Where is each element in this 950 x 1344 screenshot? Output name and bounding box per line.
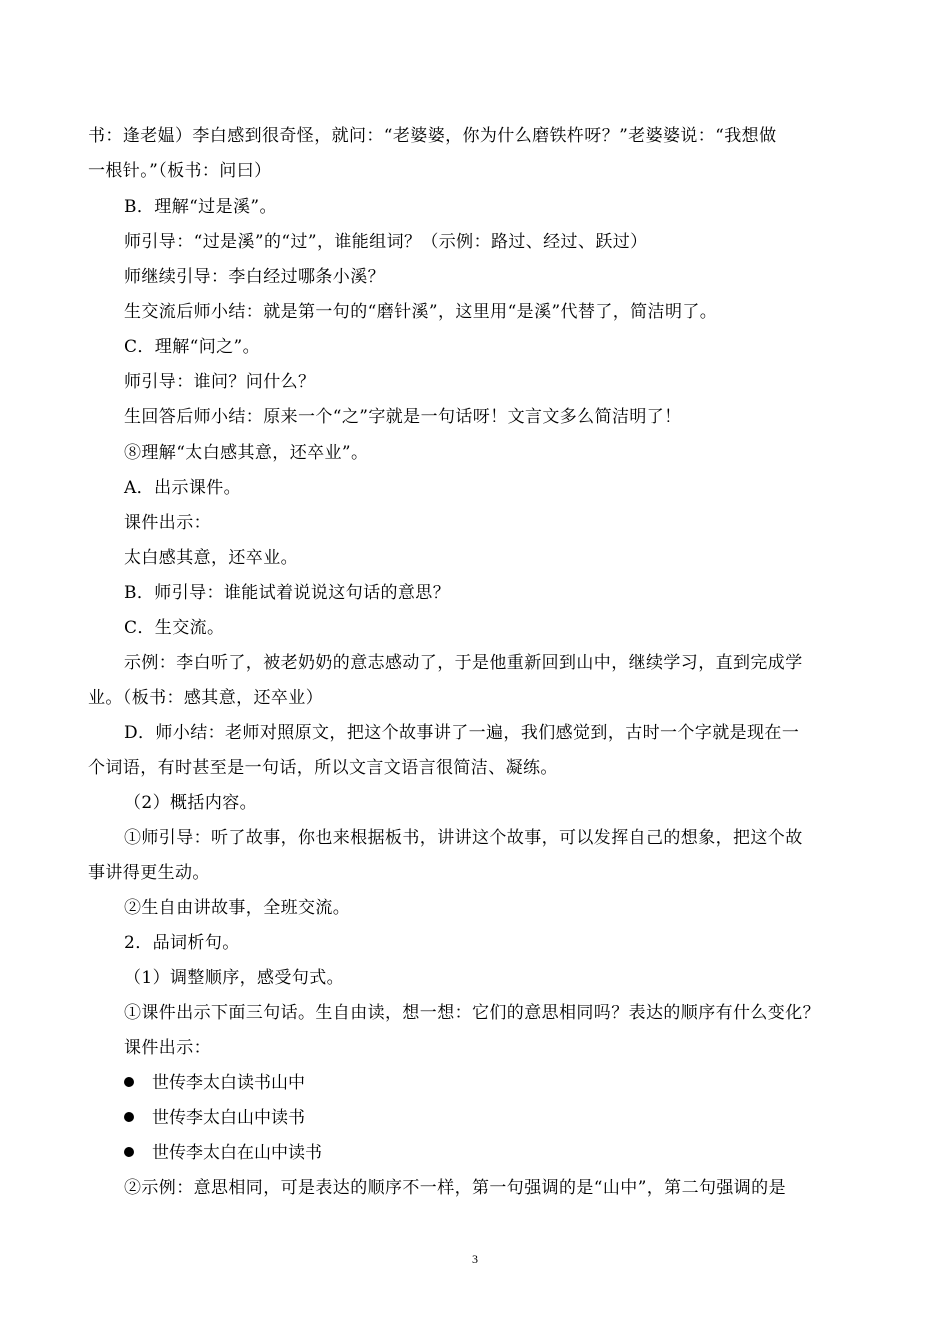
text-line: ①师引导：听了故事，你也来根据板书，讲讲这个故事，可以发挥自己的想象，把这个故	[124, 828, 803, 848]
text-line: 事讲得更生动。	[88, 863, 210, 883]
bullet-dot-icon	[124, 1077, 134, 1087]
bullet-item	[124, 1107, 305, 1129]
text-line: ⑧理解“太白感其意，还卒业”。	[124, 443, 369, 463]
text-line: 生回答后师小结：原来一个“之”字就是一句话呀！文言文多么简洁明了！	[124, 407, 682, 427]
text-line: B．师引导：谁能试着说说这句话的意思？	[124, 583, 451, 603]
text-line: ①课件出示下面三句话。生自由读，想一想：它们的意思相同吗？表达的顺序有什么变化？	[124, 1003, 820, 1023]
text-line: 一根针。”（板书：问曰）	[88, 161, 272, 181]
bullet-item	[124, 1072, 305, 1094]
page-number: 3	[472, 1252, 478, 1266]
bullet-text: 世传李太白山中读书	[152, 1108, 305, 1128]
text-line: D．师小结：老师对照原文，把这个故事讲了一遍，我们感觉到，古时一个字就是现在一	[124, 723, 800, 743]
text-line: 师继续引导：李白经过哪条小溪？	[124, 267, 385, 287]
text-line: 2．品词析句。	[124, 933, 240, 953]
text-line: 师引导：谁问？问什么？	[124, 372, 316, 392]
text-line: B．理解“过是溪”。	[124, 197, 277, 217]
text-line: （2）概括内容。	[124, 793, 258, 813]
text-line: A．出示课件。	[124, 478, 242, 498]
text-line: （1）调整顺序，感受句式。	[124, 968, 345, 988]
text-line: 太白感其意，还卒业。	[124, 548, 298, 568]
text-line: 课件出示：	[124, 1038, 211, 1058]
text-line: 生交流后师小结：就是第一句的“磨针溪”，这里用“是溪”代替了，简洁明了。	[124, 302, 718, 322]
bullet-dot-icon	[124, 1147, 134, 1157]
bullet-text: 世传李太白读书山中	[152, 1073, 305, 1093]
text-line: ②示例：意思相同，可是表达的顺序不一样，第一句强调的是“山中”，第二句强调的是	[124, 1178, 786, 1198]
text-line: C．理解“问之”。	[124, 337, 260, 357]
text-line: 师引导：“过是溪”的“过”，谁能组词？（示例：路过、经过、跃过）	[124, 232, 648, 252]
text-line: 示例：李白听了，被老奶奶的意志感动了，于是他重新回到山中，继续学习，直到完成学	[124, 653, 803, 673]
text-line: 个词语，有时甚至是一句话，所以文言文语言很简洁、凝练。	[88, 758, 558, 778]
text-line: C．生交流。	[124, 618, 225, 638]
bullet-text: 世传李太白在山中读书	[152, 1143, 322, 1163]
text-line: ②生自由讲故事，全班交流。	[124, 898, 351, 918]
bullet-item	[124, 1142, 322, 1164]
text-line: 书：逢老媪）李白感到很奇怪，就问：“老婆婆，你为什么磨铁杵呀？”老婆婆说：“我想做	[88, 126, 777, 146]
text-line: 业。（板书：感其意，还卒业）	[88, 688, 324, 708]
bullet-dot-icon	[124, 1112, 134, 1122]
text-line: 课件出示：	[124, 513, 211, 533]
